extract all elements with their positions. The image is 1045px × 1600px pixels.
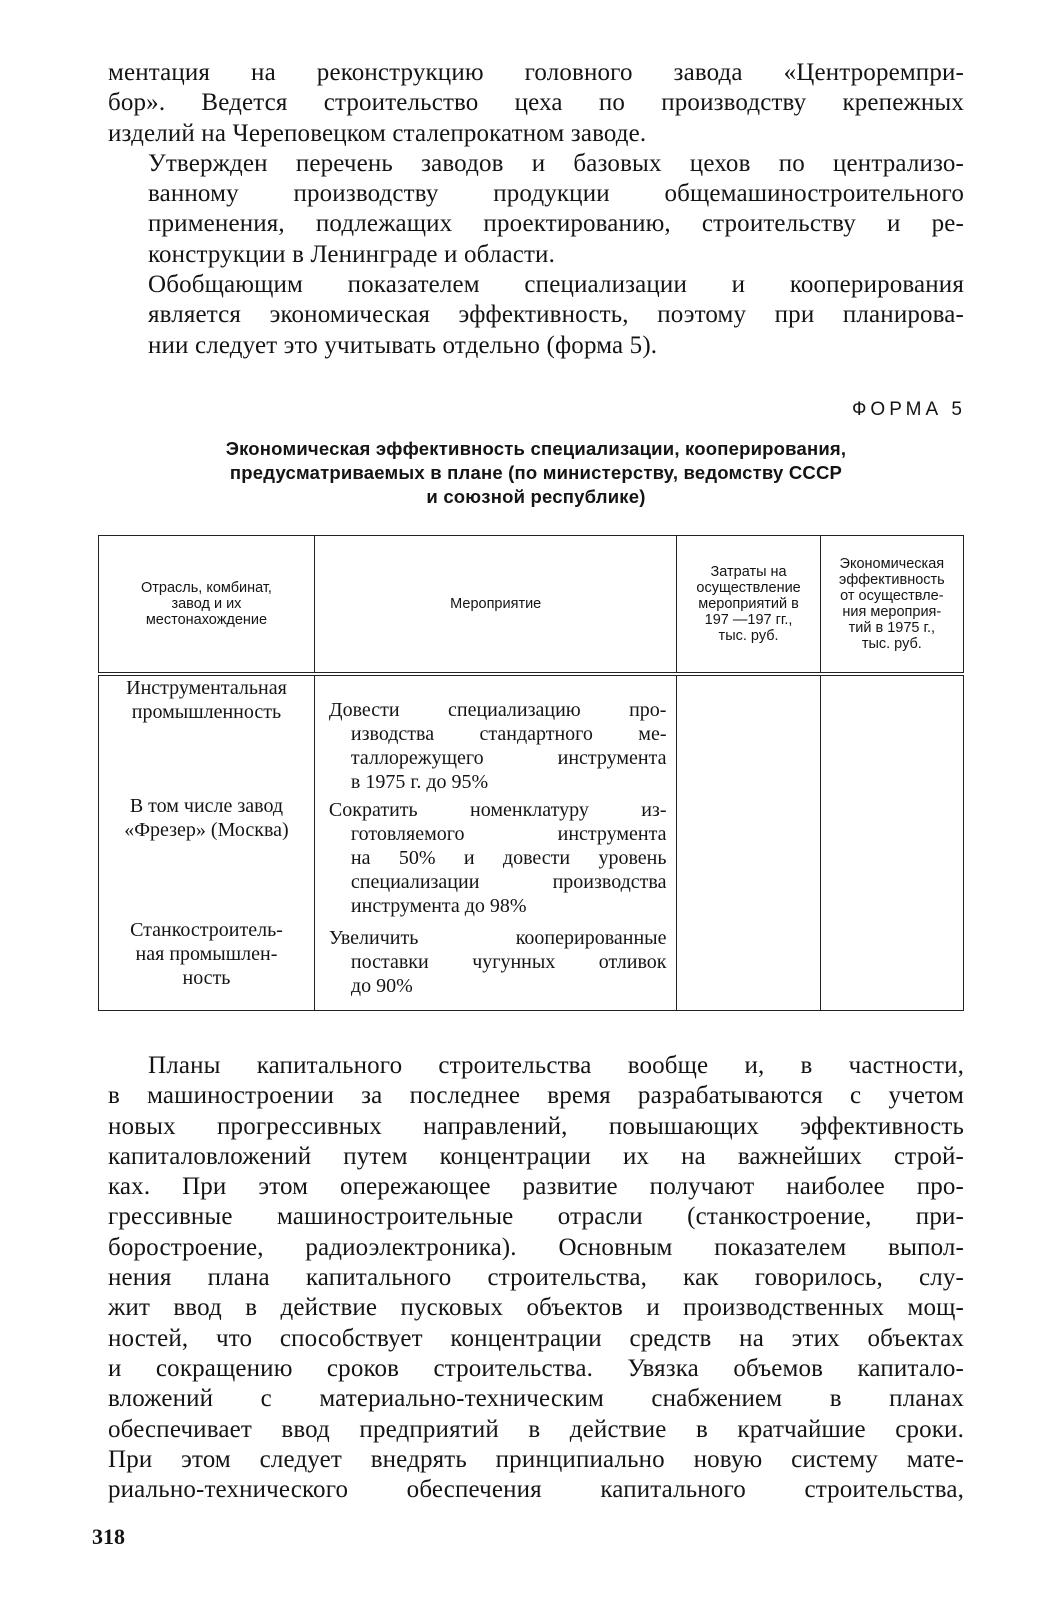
header-line: тий в 1975 г., — [848, 619, 936, 636]
header-effect — [820, 535, 963, 674]
text-line: риально-технического обеспечения капитального строительства, — [108, 1476, 964, 1504]
header-line: Экономическая — [839, 555, 945, 572]
cell-measure — [314, 918, 677, 1011]
text-line: до 90% — [350, 974, 413, 997]
table-title-line: предусматриваемых в плане (по министерству, ведомству СССР — [229, 461, 843, 483]
header-line: Затраты на — [710, 563, 787, 580]
text-line: в машиностроении за последнее время разрабатываются с учетом — [108, 1082, 964, 1110]
header-measure — [314, 535, 677, 674]
text-line: грессивные машиностроительные отрасли (станкостроение, при- — [108, 1203, 964, 1231]
table-title-line: и союзной республике) — [426, 485, 646, 507]
text-line: поставки чугунных отливок — [350, 950, 667, 973]
cell-effect — [820, 794, 963, 918]
header-line: завод и их — [171, 595, 242, 612]
text-line: изделий на Череповецком сталепрокатном заводе. — [108, 119, 647, 147]
text-line: ностей, что способствует концентрации средств на этих объектах — [108, 1324, 964, 1352]
cell-measure — [314, 794, 677, 918]
text-line: конструкции в Ленинграде и области. — [148, 240, 555, 268]
text-line: При этом следует внедрять принципиально новую систему мате- — [108, 1445, 964, 1473]
text-line: Утвержден перечень заводов и базовых цехов по централизо- — [148, 149, 964, 177]
page-number: 318 — [92, 1524, 125, 1549]
text-line: на 50% и довести уровень — [350, 846, 667, 869]
text-line: капиталовложений путем концентрации их на важнейших строй- — [108, 1142, 964, 1170]
page — [108, 58, 964, 1505]
table-title-line: Экономическая эффективность специализации, кооперирования, — [225, 437, 847, 459]
text-line: новых прогрессивных направлений, повышающих эффективность — [108, 1112, 964, 1140]
text-line: жит ввод в действие пусковых объектов и производственных мощ- — [108, 1294, 964, 1322]
header-line: тыс. руб. — [861, 635, 922, 652]
text-line: в 1975 г. до 95% — [350, 770, 489, 793]
text-line: и сокращению сроков строительства. Увязка объемов капитало- — [108, 1354, 964, 1382]
header-costs — [677, 535, 820, 674]
text-line: «Фрезер» (Москва) — [124, 818, 289, 841]
text-line: ках. При этом опережающее развитие получают наиболее про- — [108, 1173, 964, 1201]
text-line: Инструментальная — [126, 676, 287, 699]
header-line: 197 —197 гг., — [704, 611, 793, 628]
text-line: вложений с материально-техническим снабжением в планах — [108, 1385, 964, 1413]
text-line: Станкостроитель- — [130, 918, 283, 941]
cell-effect — [820, 918, 963, 1011]
text-line: изводства стандартного ме- — [350, 722, 667, 745]
text-line: Планы капитального строительства вообще и, в частности, — [148, 1051, 964, 1079]
cell-branch — [99, 674, 315, 794]
text-line: бор». Ведется строительство цеха по производству крепежных — [108, 89, 964, 117]
text-line: ментация на реконструкцию головного завода «Центроремпри- — [108, 59, 964, 86]
table-row — [99, 674, 964, 794]
header-line: от осуществле- — [840, 587, 944, 604]
text-line: ванному производству продукции общемашиностроительного — [148, 180, 964, 208]
text-line: ность — [182, 966, 231, 989]
cell-costs — [677, 794, 820, 918]
intro-text — [108, 58, 964, 361]
cell-costs — [677, 674, 820, 794]
cell-branch — [99, 794, 315, 918]
text-line: В том числе завод — [129, 794, 284, 817]
body-paragraph — [108, 1051, 964, 1505]
paragraph — [108, 270, 964, 361]
form-label: ФОРМА 5 — [851, 398, 966, 420]
header-branch — [99, 535, 315, 674]
paragraph — [108, 1051, 964, 1505]
table-row — [99, 794, 964, 918]
header-line: ния мероприя- — [842, 603, 942, 620]
table-row — [99, 918, 964, 1011]
form-5-table — [98, 535, 964, 1011]
header-line: местонахождение — [145, 611, 268, 628]
text-line: специализации производства — [350, 870, 667, 893]
table-title — [108, 437, 964, 509]
text-line: таллорежущего инструмента — [350, 746, 667, 769]
cell-costs — [677, 918, 820, 1011]
cell-branch — [99, 918, 315, 1011]
text-line: ная промышлен- — [135, 942, 278, 965]
header-line: мероприятий в — [698, 595, 799, 612]
text-line: является экономическая эффективность, поэтому при планирова- — [148, 301, 964, 329]
text-line: нения плана капитального строительства, как говорилось, слу- — [108, 1264, 964, 1292]
paragraph — [108, 58, 964, 149]
text-line: промышленность — [131, 700, 282, 723]
text-line: Сократить номенклатуру из- — [328, 798, 667, 821]
header-line: Мероприятие — [450, 595, 542, 612]
text-line: готовляемого инструмента — [350, 822, 667, 845]
header-line: тыс. руб. — [718, 627, 779, 644]
header-line: эффективность — [838, 571, 945, 588]
text-line: нии следует это учитывать отдельно (форма 5). — [148, 331, 658, 359]
header-line: осуществление — [696, 579, 801, 596]
table-header-row — [99, 535, 964, 674]
table-body — [99, 674, 964, 1011]
cell-effect — [820, 674, 963, 794]
text-line: Обобщающим показателем специализации и кооперирования — [148, 271, 964, 299]
text-line: Увеличить кооперированные — [328, 926, 667, 949]
text-line: инструмента до 98% — [350, 894, 527, 917]
header-line: Отрасль, комбинат, — [140, 579, 272, 596]
text-line: боростроение, радиоэлектроника). Основным показателем выпол- — [108, 1233, 964, 1261]
text-line: применения, подлежащих проектированию, строительству и ре- — [148, 210, 964, 238]
cell-measure — [314, 674, 677, 794]
text-line: Довести специализацию про- — [328, 698, 667, 721]
paragraph — [108, 149, 964, 270]
text-line: обеспечивает ввод предприятий в действие в кратчайшие сроки. — [108, 1415, 964, 1443]
